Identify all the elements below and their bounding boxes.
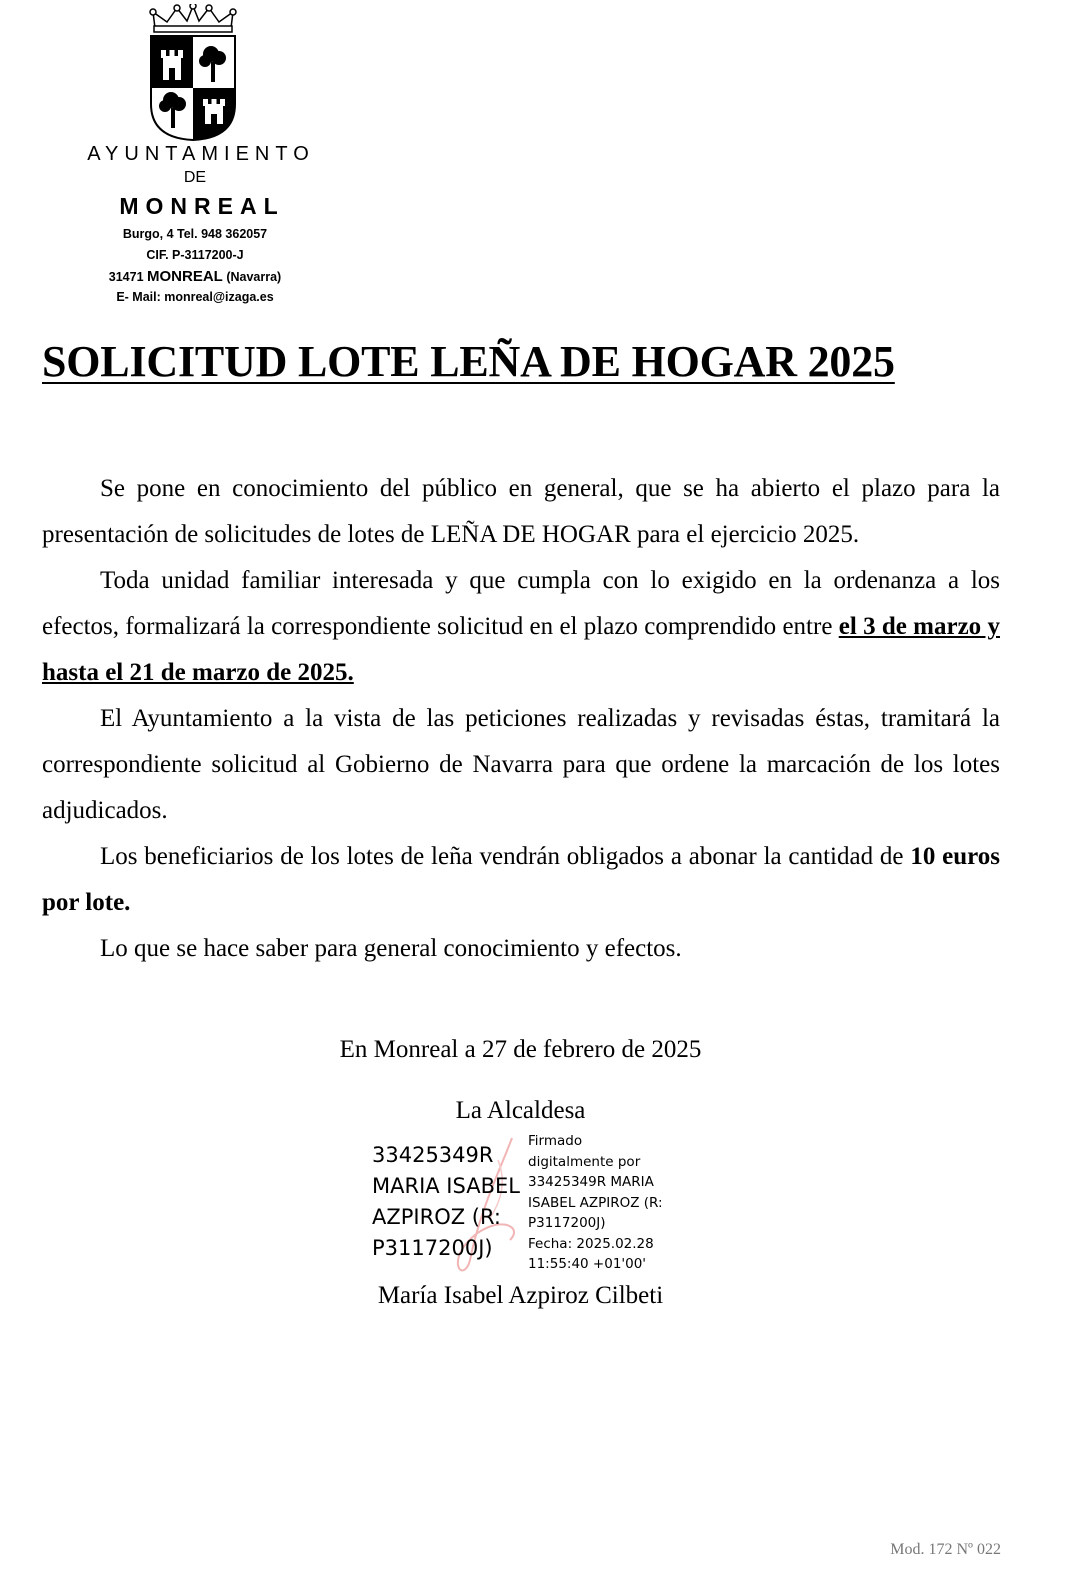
signer-name: María Isabel Azpiroz Cilbeti	[377, 1282, 664, 1309]
letterhead-cif: CIF. P-3117200-J	[146, 248, 244, 262]
document-title: SOLICITUD LOTE LEÑA DE HOGAR 2025	[42, 337, 895, 386]
paragraph-fee	[42, 834, 1000, 926]
letterhead-email: E- Mail: monreal@izaga.es	[116, 290, 274, 304]
crown-icon	[150, 4, 236, 32]
model-code: Mod. 172 Nº 022	[890, 1541, 1001, 1558]
paragraph-deadline	[42, 558, 1000, 696]
letterhead-city: MONREAL	[147, 268, 223, 285]
letterhead-municipality: MONREAL	[119, 193, 285, 219]
signer-id-block: 33425349R MARIA ISABEL AZPIROZ (R: P3117200J)	[372, 1143, 520, 1260]
signer-role: La Alcaldesa	[455, 1097, 586, 1124]
digital-signature-stamp: Firmado digitalmente por 33425349R MARIA ISABEL AZPIROZ (R: P3117200J) Fecha: 2025.02.28 11:55:40 +01'00'	[528, 1133, 663, 1272]
paragraph-fee-text: Los beneficiarios de los lotes de leña vendrán obligados a abonar la cantidad de	[100, 843, 911, 870]
paragraph-announcement: Se pone en conocimiento del público en general, que se ha abierto el plazo para la presentación de solicitudes de lotes de LEÑA DE HOGAR para el ejercicio 2025.	[42, 475, 1000, 548]
fee-amount: 10 euros por lote.	[42, 843, 1000, 916]
letterhead-address: Burgo, 4 Tel. 948 362057	[122, 227, 268, 241]
letterhead-region: (Navarra)	[226, 270, 282, 284]
coat-of-arms-logo	[143, 4, 243, 142]
document-body	[42, 466, 1000, 972]
letterhead-de: DE	[183, 169, 207, 186]
paragraph-closing: Lo que se hace saber para general conocimiento y efectos.	[100, 935, 682, 962]
letterhead-city-line	[45, 268, 345, 285]
letterhead-postal-code: 31471	[108, 270, 144, 284]
paragraph-procedure: El Ayuntamiento a la vista de las peticiones realizadas y revisadas éstas, tramitará la correspondiente solicitud al Gobierno de Navarra para que ordene la marcación de los lotes adjudicados.	[42, 705, 1000, 824]
deadline-dates: el 3 de marzo y hasta el 21 de marzo de 2025.	[42, 613, 1000, 686]
letterhead-ayuntamiento: AYUNTAMIENTO	[87, 143, 315, 165]
paragraph-deadline-text: Toda unidad familiar interesada y que cumpla con lo exigido en la ordenanza a los efectos, formalizará la correspondiente solicitud en el plazo comprendido entre	[42, 567, 1000, 640]
date-line: En Monreal a 27 de febrero de 2025	[339, 1036, 702, 1063]
